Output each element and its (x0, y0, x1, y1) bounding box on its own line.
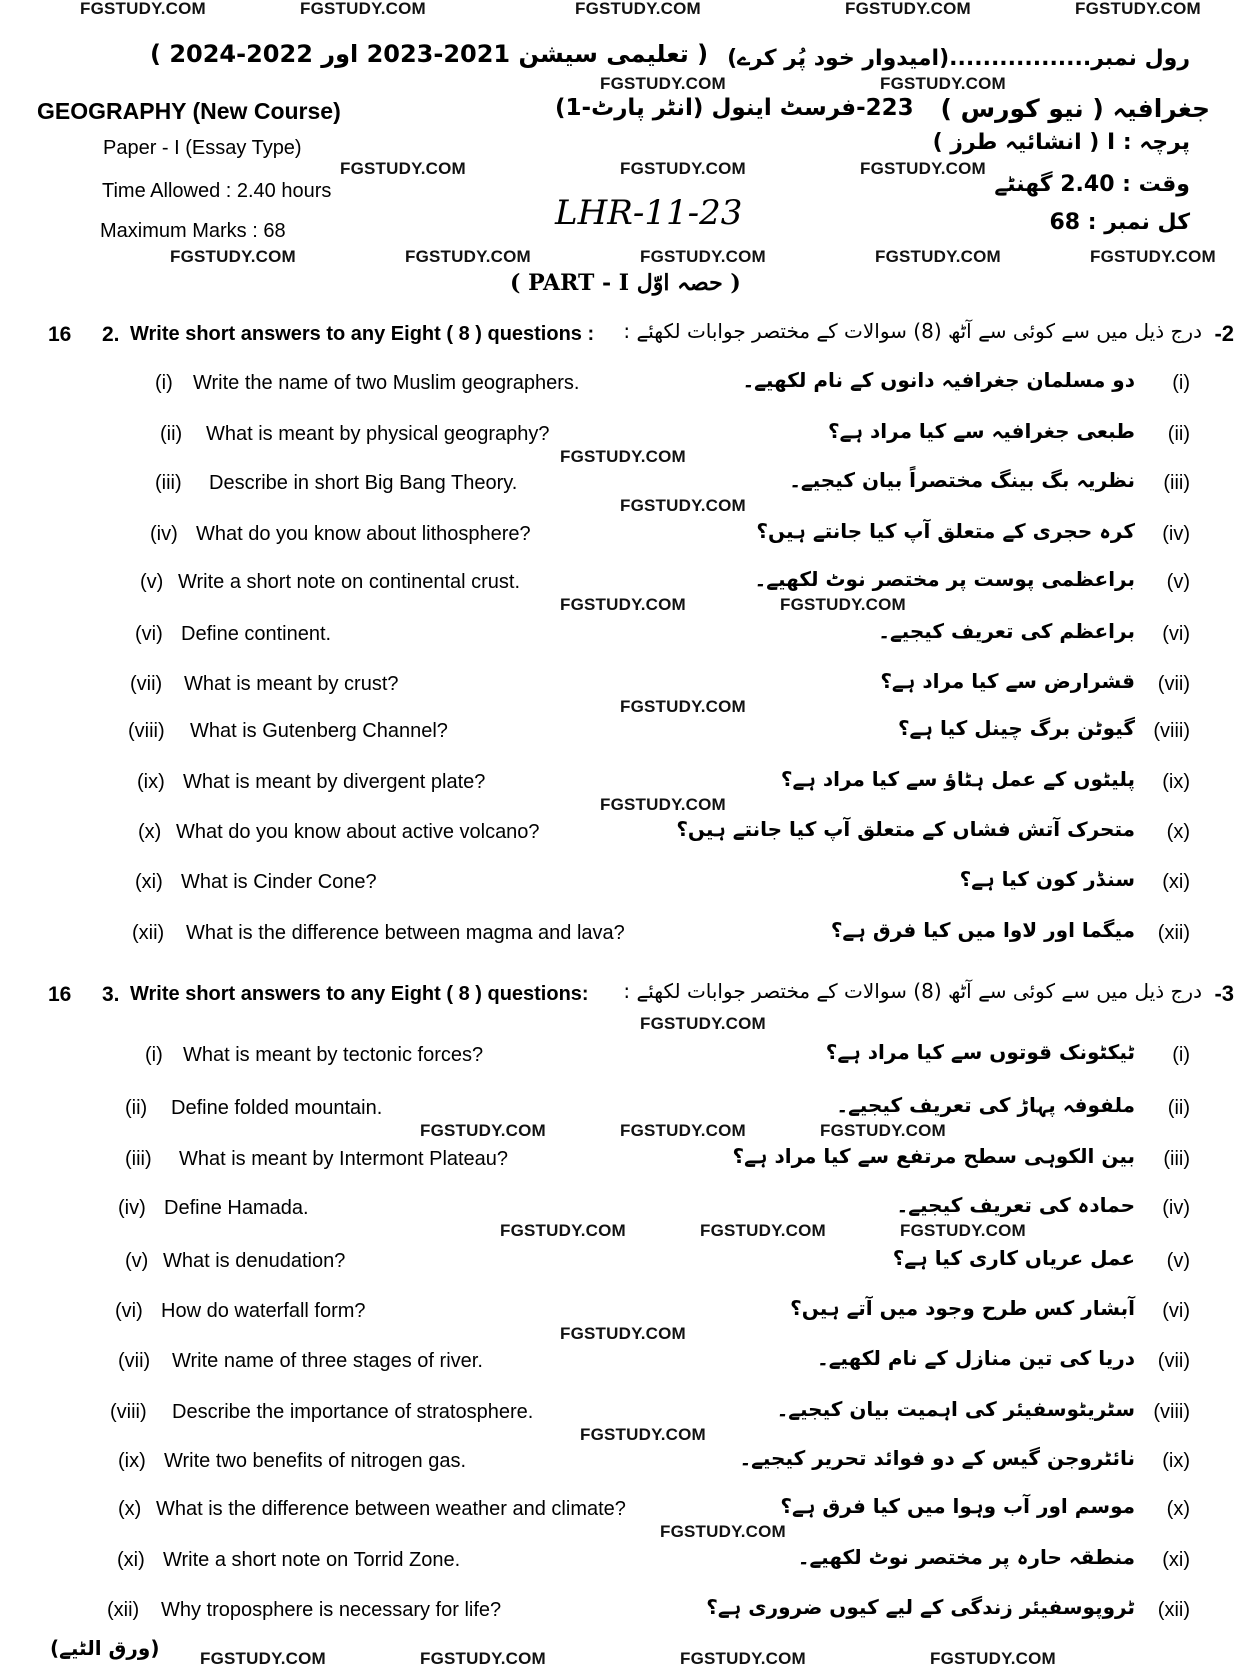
item-number-urdu: (xii) (1157, 922, 1190, 944)
watermark-text: FGSTUDY.COM (680, 1649, 806, 1668)
item-number-en: (x) (138, 821, 162, 843)
item-text-urdu: ملفوفہ پہاڑ کی تعریف کیجیے۔ (836, 1093, 1135, 1117)
session-line: ( تعلیمی سیشن 2021-2023 اور 2022-2024 ) (150, 40, 709, 68)
item-text-en: Define folded mountain. (171, 1097, 383, 1119)
item-number-en: (vi) (135, 623, 163, 645)
item-text-en: What is Gutenberg Channel? (190, 720, 448, 742)
turn-over-note: (ورق الٹیے) (50, 1636, 160, 1660)
watermark-text: FGSTUDY.COM (875, 247, 1001, 266)
watermark-text: FGSTUDY.COM (80, 0, 206, 18)
item-text-en: What is denudation? (163, 1250, 346, 1272)
time-allowed-urdu: وقت : 2.40 گھنٹے (994, 172, 1190, 197)
subject-title-en: GEOGRAPHY (New Course) (37, 98, 341, 124)
item-number-en: (iv) (150, 523, 178, 545)
item-number-urdu: (iii) (1163, 472, 1190, 494)
item-number-urdu: (ix) (1162, 1450, 1190, 1472)
item-number-urdu: (i) (1172, 372, 1190, 394)
item-number-urdu: (vi) (1162, 623, 1190, 645)
question-number: 2. (102, 323, 120, 346)
item-number-urdu: (xi) (1162, 1549, 1190, 1571)
watermark-text: FGSTUDY.COM (1075, 0, 1201, 18)
item-text-en: Define continent. (181, 623, 332, 645)
item-text-urdu: براعظمی پوست پر مختصر نوٹ لکھیے۔ (754, 567, 1135, 591)
question-instruction-en: Write short answers to any Eight ( 8 ) questions: (130, 983, 589, 1005)
item-number-en: (v) (125, 1250, 149, 1272)
watermark-text: FGSTUDY.COM (900, 1221, 1026, 1240)
time-allowed-en: Time Allowed : 2.40 hours (102, 180, 332, 202)
roll-number-line: رول نمبر.................(امیدوار خود پُر کرے) (727, 46, 1190, 71)
item-text-en: What do you know about lithosphere? (196, 523, 531, 545)
item-number-en: (v) (140, 571, 164, 593)
watermark-text: FGSTUDY.COM (560, 595, 686, 614)
item-text-urdu: عمل عریاں کاری کیا ہے؟ (892, 1246, 1135, 1270)
watermark-text: FGSTUDY.COM (780, 595, 906, 614)
item-text-urdu: کرہ حجری کے متعلق آپ کیا جانتے ہیں؟ (756, 519, 1135, 543)
watermark-text: FGSTUDY.COM (620, 159, 746, 178)
item-text-urdu: حمادہ کی تعریف کیجیے۔ (896, 1193, 1135, 1217)
watermark-text: FGSTUDY.COM (1090, 247, 1216, 266)
watermark-text: FGSTUDY.COM (405, 247, 531, 266)
question-number-urdu: -2 (1214, 321, 1234, 346)
item-text-urdu: میگما اور لاوا میں کیا فرق ہے؟ (830, 918, 1135, 942)
item-text-en: What is Cinder Cone? (181, 871, 377, 893)
paper-type-en: Paper - I (Essay Type) (103, 137, 302, 159)
item-number-urdu: (vii) (1157, 1350, 1190, 1372)
item-number-urdu: (viii) (1153, 1401, 1190, 1423)
board-code-handwritten: LHR-11-23 (555, 193, 743, 233)
watermark-text: FGSTUDY.COM (660, 1522, 786, 1541)
question-instruction-urdu: درج ذیل میں سے کوئی سے آٹھ (8) سوالات کے مختصر جوابات لکھئے : (623, 319, 1202, 343)
item-text-urdu: ٹروپوسفیئر زندگی کے لیے کیوں ضروری ہے؟ (706, 1595, 1135, 1619)
item-number-en: (iii) (155, 472, 182, 494)
watermark-text: FGSTUDY.COM (420, 1649, 546, 1668)
item-number-en: (iv) (118, 1197, 146, 1219)
item-number-urdu: (vi) (1162, 1300, 1190, 1322)
watermark-text: FGSTUDY.COM (600, 74, 726, 93)
question-number: 3. (102, 983, 120, 1006)
item-number-en: (i) (155, 372, 173, 394)
item-number-en: (xi) (117, 1549, 145, 1571)
item-text-urdu: گیوٹن برگ چینل کیا ہے؟ (897, 716, 1135, 740)
item-text-en: What is meant by Intermont Plateau? (179, 1148, 509, 1170)
item-text-en: What is the difference between weather and climate? (156, 1498, 626, 1520)
item-number-en: (xi) (135, 871, 163, 893)
item-text-en: Write name of three stages of river. (172, 1350, 483, 1372)
item-text-en: Describe the importance of stratosphere. (172, 1401, 534, 1423)
item-number-urdu: (v) (1166, 1250, 1190, 1272)
item-text-en: Write two benefits of nitrogen gas. (164, 1450, 467, 1472)
item-text-urdu: نائٹروجن گیس کے دو فوائد تحریر کیجیے۔ (739, 1446, 1135, 1470)
watermark-text: FGSTUDY.COM (170, 247, 296, 266)
watermark-text: FGSTUDY.COM (620, 697, 746, 716)
item-text-urdu: دو مسلمان جغرافیہ دانوں کے نام لکھیے۔ (742, 368, 1135, 392)
item-text-urdu: سٹریٹوسفیئر کی اہمیت بیان کیجیے۔ (776, 1397, 1135, 1421)
question-marks: 16 (48, 323, 72, 346)
watermark-text: FGSTUDY.COM (620, 1121, 746, 1140)
item-number-urdu: (ii) (1167, 423, 1190, 445)
item-number-en: (xii) (132, 922, 165, 944)
item-text-en: Write a short note on Torrid Zone. (163, 1549, 461, 1571)
item-text-urdu: متحرک آتش فشاں کے متعلق آپ کیا جانتے ہیں؟ (676, 817, 1135, 841)
subject-title-urdu: جغرافیہ ( نیو کورس ) (940, 94, 1210, 123)
item-number-en: (x) (118, 1498, 142, 1520)
maximum-marks-urdu: کل نمبر : 68 (1049, 210, 1190, 235)
item-text-en: What is meant by crust? (184, 673, 399, 695)
item-text-urdu: بین الکوہی سطح مرتفع سے کیا مراد ہے؟ (732, 1144, 1135, 1168)
item-text-en: What is the difference between magma and lava? (186, 922, 625, 944)
item-number-en: (ii) (125, 1097, 148, 1119)
watermark-text: FGSTUDY.COM (560, 447, 686, 466)
item-text-en: Define Hamada. (164, 1197, 309, 1219)
watermark-text: FGSTUDY.COM (640, 1014, 766, 1033)
item-text-urdu: دریا کی تین منازل کے نام لکھیے۔ (816, 1346, 1135, 1370)
item-number-en: (ii) (160, 423, 183, 445)
watermark-text: FGSTUDY.COM (700, 1221, 826, 1240)
item-text-en: What is meant by divergent plate? (183, 771, 486, 793)
item-number-urdu: (iv) (1162, 523, 1190, 545)
item-text-urdu: طبعی جغرافیہ سے کیا مراد ہے؟ (828, 419, 1135, 443)
item-number-en: (xii) (107, 1599, 140, 1621)
item-number-en: (vi) (115, 1300, 143, 1322)
item-number-urdu: (xii) (1157, 1599, 1190, 1621)
item-text-en: Write the name of two Muslim geographers. (193, 372, 580, 394)
item-number-en: (vii) (118, 1350, 151, 1372)
item-text-urdu: منطقہ حارہ پر مختصر نوٹ لکھیے۔ (797, 1545, 1135, 1569)
watermark-text: FGSTUDY.COM (820, 1121, 946, 1140)
item-number-urdu: (x) (1166, 821, 1190, 843)
item-number-en: (vii) (130, 673, 163, 695)
watermark-text: FGSTUDY.COM (620, 496, 746, 515)
item-number-urdu: (iv) (1162, 1197, 1190, 1219)
watermark-text: FGSTUDY.COM (575, 0, 701, 18)
item-text-en: What do you know about active volcano? (176, 821, 540, 843)
item-text-urdu: سنڈر کون کیا ہے؟ (959, 867, 1135, 891)
question-instruction-urdu: درج ذیل میں سے کوئی سے آٹھ (8) سوالات کے مختصر جوابات لکھئے : (623, 979, 1202, 1003)
item-number-en: (viii) (110, 1401, 147, 1423)
watermark-text: FGSTUDY.COM (200, 1649, 326, 1668)
item-number-urdu: (ii) (1167, 1097, 1190, 1119)
item-number-urdu: (v) (1166, 571, 1190, 593)
watermark-text: FGSTUDY.COM (640, 247, 766, 266)
item-text-urdu: پلیٹوں کے عمل ہٹاؤ سے کیا مراد ہے؟ (780, 767, 1135, 791)
item-number-urdu: (i) (1172, 1044, 1190, 1066)
exam-code: 223-فرسٹ اینول (انٹر پارٹ-1) (555, 95, 914, 121)
question-instruction-en: Write short answers to any Eight ( 8 ) questions : (130, 323, 595, 345)
item-text-urdu: قشرارض سے کیا مراد ہے؟ (880, 669, 1135, 693)
watermark-text: FGSTUDY.COM (845, 0, 971, 18)
item-text-urdu: آبشار کس طرح وجود میں آتے ہیں؟ (790, 1296, 1135, 1320)
maximum-marks-en: Maximum Marks : 68 (100, 220, 286, 242)
watermark-text: FGSTUDY.COM (500, 1221, 626, 1240)
item-number-urdu: (x) (1166, 1498, 1190, 1520)
paper-type-urdu: پرچہ : I ( انشائیہ طرز ) (932, 130, 1190, 155)
watermark-text: FGSTUDY.COM (880, 74, 1006, 93)
item-text-urdu: موسم اور آب وہوا میں کیا فرق ہے؟ (780, 1494, 1135, 1518)
item-number-urdu: (vii) (1157, 673, 1190, 695)
item-text-en: What is meant by physical geography? (206, 423, 550, 445)
item-text-en: Describe in short Big Bang Theory. (209, 472, 518, 494)
item-number-en: (viii) (128, 720, 165, 742)
item-text-en: Why troposphere is necessary for life? (161, 1599, 502, 1621)
question-number-urdu: -3 (1214, 981, 1234, 1006)
item-text-en: How do waterfall form? (161, 1300, 366, 1322)
watermark-text: FGSTUDY.COM (300, 0, 426, 18)
item-text-urdu: نظریہ بگ بینگ مختصراً بیان کیجیے۔ (789, 468, 1135, 492)
item-number-urdu: (xi) (1162, 871, 1190, 893)
item-text-en: What is meant by tectonic forces? (183, 1044, 484, 1066)
item-number-en: (iii) (125, 1148, 152, 1170)
item-number-en: (i) (145, 1044, 163, 1066)
watermark-text: FGSTUDY.COM (340, 159, 466, 178)
item-text-urdu: براعظم کی تعریف کیجیے۔ (878, 619, 1135, 643)
watermark-text: FGSTUDY.COM (420, 1121, 546, 1140)
item-text-urdu: ٹیکٹونک قوتوں سے کیا مراد ہے؟ (825, 1040, 1135, 1064)
item-number-urdu: (viii) (1153, 720, 1190, 742)
item-number-en: (ix) (137, 771, 165, 793)
part-heading: ( PART - I حصہ اوّل ) (510, 270, 741, 296)
question-marks: 16 (48, 983, 72, 1006)
watermark-text: FGSTUDY.COM (860, 159, 986, 178)
watermark-text: FGSTUDY.COM (930, 1649, 1056, 1668)
watermark-text: FGSTUDY.COM (600, 795, 726, 814)
watermark-text: FGSTUDY.COM (580, 1425, 706, 1444)
item-number-urdu: (iii) (1163, 1148, 1190, 1170)
item-number-urdu: (ix) (1162, 771, 1190, 793)
watermark-text: FGSTUDY.COM (560, 1324, 686, 1343)
item-number-en: (ix) (118, 1450, 146, 1472)
item-text-en: Write a short note on continental crust. (178, 571, 521, 593)
